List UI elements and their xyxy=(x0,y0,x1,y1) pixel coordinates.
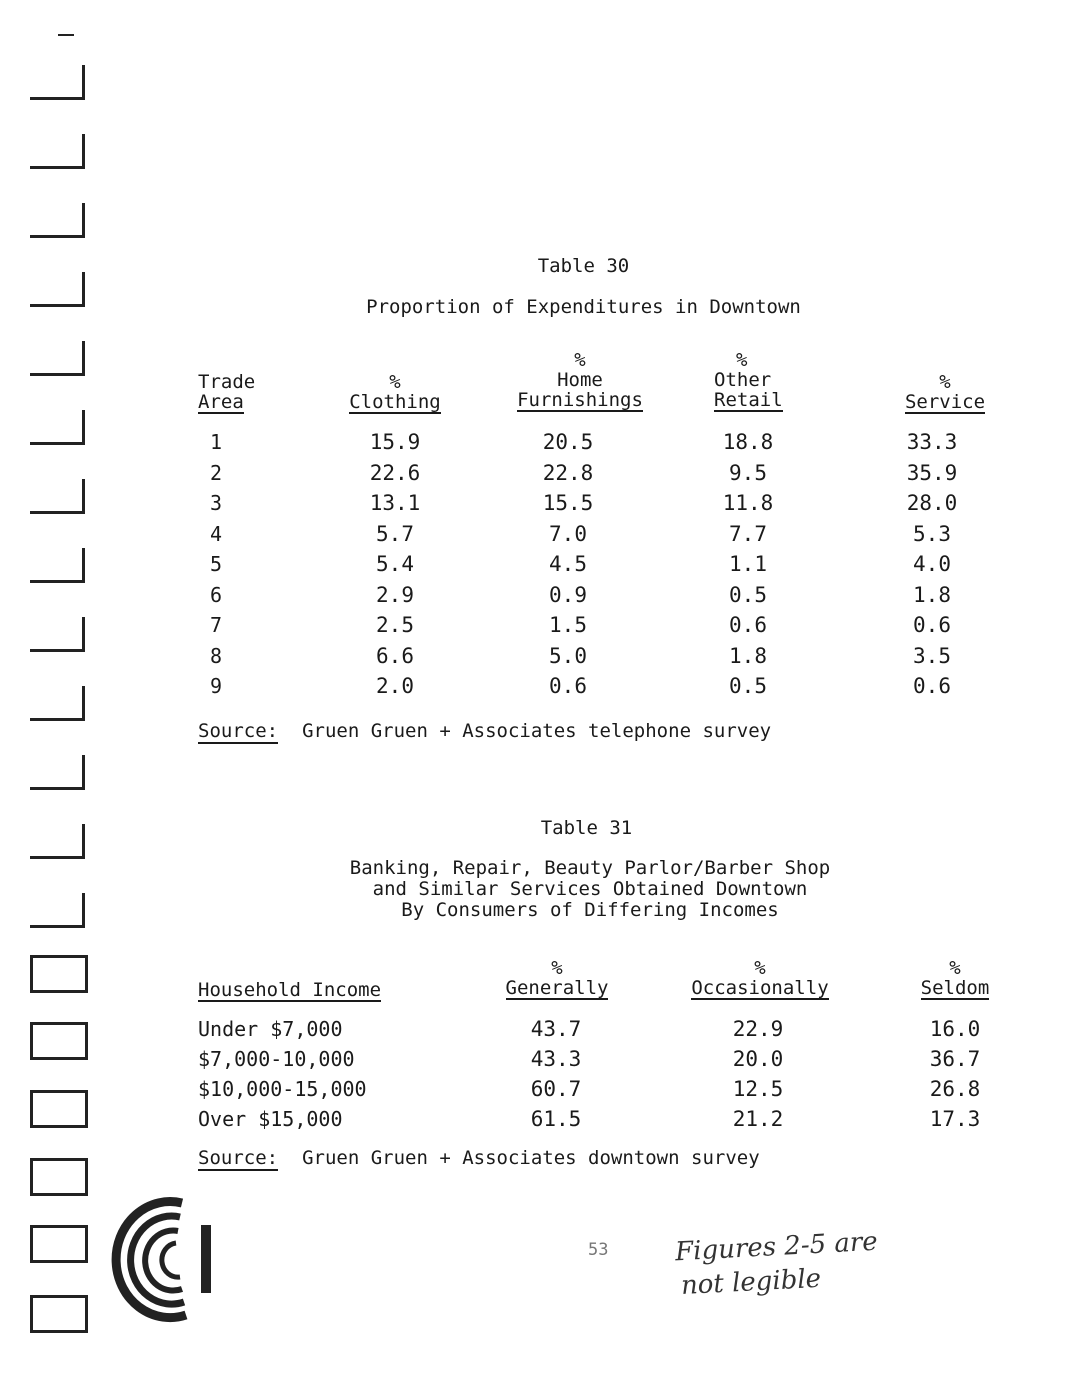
page-number: 53 xyxy=(588,1240,609,1260)
table30-title: Proportion of Expenditures in Downtown xyxy=(366,296,801,318)
other-retail-cell: 1.8 xyxy=(729,643,767,668)
trade-area-cell: 8 xyxy=(210,643,223,668)
seldom-cell: 17.3 xyxy=(929,1107,981,1131)
percent-sign: % xyxy=(574,349,586,371)
source-text: Gruen Gruen + Associates telephone survey xyxy=(302,720,772,742)
generally-cell: 43.7 xyxy=(530,1017,582,1041)
percent-sign: % xyxy=(736,349,748,371)
header-label: Service xyxy=(904,391,986,413)
table31-source xyxy=(198,1147,760,1169)
household-income-cell: Under $7,000 xyxy=(198,1017,343,1041)
household-income-cell: $10,000-15,000 xyxy=(198,1077,367,1101)
table30-header-home-furnishings xyxy=(500,350,660,412)
clothing-cell: 2.5 xyxy=(376,613,414,637)
percent-sign: % xyxy=(949,957,961,979)
service-cell: 28.0 xyxy=(906,491,958,515)
percent-sign: % xyxy=(754,957,766,979)
header-label: Clothing xyxy=(349,391,441,413)
note-line: Figures 2-5 are xyxy=(674,1226,879,1268)
service-cell: 0.6 xyxy=(913,674,951,698)
header-label: Furnishings xyxy=(517,389,643,411)
binder-ring xyxy=(30,755,85,790)
household-income-cell: $7,000-10,000 xyxy=(198,1047,355,1071)
service-cell: 33.3 xyxy=(906,430,958,454)
table31-header-household-income xyxy=(198,980,381,1002)
header-label: Household Income xyxy=(198,979,382,1001)
binder-tick xyxy=(58,34,74,36)
trade-area-cell: 5 xyxy=(210,552,223,576)
binder-ring xyxy=(30,134,85,169)
header-label: Retail xyxy=(714,389,783,411)
seldom-cell: 26.8 xyxy=(929,1077,981,1101)
table30-source xyxy=(198,720,771,742)
header-label: Seldom xyxy=(920,977,990,999)
service-cell: 5.3 xyxy=(913,521,951,546)
header-line: Other xyxy=(714,369,772,391)
other-retail-cell: 18.8 xyxy=(722,430,774,454)
other-retail-cell: 0.5 xyxy=(729,674,767,698)
header-label: Occasionally xyxy=(691,977,829,999)
table30-header-trade-area xyxy=(198,372,255,414)
service-cell: 1.8 xyxy=(913,582,951,607)
other-retail-cell: 0.5 xyxy=(729,582,767,607)
binder-ring xyxy=(30,1225,88,1263)
generally-cell: 60.7 xyxy=(530,1077,582,1101)
binder-ring xyxy=(30,1022,88,1060)
clothing-cell: 5.4 xyxy=(376,552,414,576)
other-retail-cell: 11.8 xyxy=(722,491,774,515)
binder-ring xyxy=(30,686,85,721)
clothing-cell: 2.0 xyxy=(376,674,414,698)
clothing-cell: 13.1 xyxy=(369,491,421,515)
trade-area-cell: 9 xyxy=(210,674,223,698)
service-cell: 3.5 xyxy=(913,643,951,668)
binder-ring xyxy=(30,893,85,928)
source-label: Source: xyxy=(198,1147,279,1169)
percent-sign: % xyxy=(551,957,563,979)
concentric-c-logo xyxy=(94,1185,219,1330)
binder-ring xyxy=(30,955,88,993)
clothing-cell: 5.7 xyxy=(376,521,414,546)
household-income-cell: Over $15,000 xyxy=(198,1107,343,1131)
other-retail-cell: 0.6 xyxy=(729,613,767,637)
title-line: and Similar Services Obtained Downtown xyxy=(372,878,808,900)
header-label: Generally xyxy=(505,977,609,999)
source-text: Gruen Gruen + Associates downtown survey xyxy=(302,1147,760,1169)
table31-header-occasionally xyxy=(670,958,850,1000)
handwritten-note xyxy=(674,1225,880,1304)
header-line: Trade xyxy=(198,371,256,393)
seldom-cell: 16.0 xyxy=(929,1017,981,1041)
occasionally-cell: 21.2 xyxy=(732,1107,784,1131)
table30-header-clothing xyxy=(335,372,455,414)
home-furnishings-cell: 22.8 xyxy=(542,460,594,485)
title-line: By Consumers of Differing Incomes xyxy=(401,899,779,921)
home-furnishings-cell: 4.5 xyxy=(549,552,587,576)
clothing-cell: 22.6 xyxy=(369,460,421,485)
service-cell: 35.9 xyxy=(906,460,958,485)
binder-ring xyxy=(30,410,85,445)
other-retail-cell: 9.5 xyxy=(729,460,767,485)
binder-ring xyxy=(30,1295,88,1333)
generally-cell: 61.5 xyxy=(530,1107,582,1131)
table31-header-generally xyxy=(492,958,622,1000)
header-label: Area xyxy=(198,391,244,413)
binder-ring xyxy=(30,479,85,514)
table30-header-other-retail xyxy=(700,350,800,412)
trade-area-cell: 3 xyxy=(210,491,223,515)
occasionally-cell: 20.0 xyxy=(732,1047,784,1071)
source-label: Source: xyxy=(198,720,279,742)
note-line: not legible xyxy=(680,1263,822,1302)
home-furnishings-cell: 5.0 xyxy=(549,643,587,668)
other-retail-cell: 7.7 xyxy=(729,521,767,546)
occasionally-cell: 22.9 xyxy=(732,1017,784,1041)
other-retail-cell: 1.1 xyxy=(729,552,767,576)
trade-area-cell: 7 xyxy=(210,613,223,637)
home-furnishings-cell: 1.5 xyxy=(549,613,587,637)
clothing-cell: 6.6 xyxy=(376,643,414,668)
binder-edge xyxy=(0,0,110,1380)
binder-ring xyxy=(30,617,85,652)
occasionally-cell: 12.5 xyxy=(732,1077,784,1101)
service-cell: 4.0 xyxy=(913,552,951,576)
service-cell: 0.6 xyxy=(913,613,951,637)
home-furnishings-cell: 0.6 xyxy=(549,674,587,698)
binder-ring xyxy=(30,1090,88,1128)
percent-sign: % xyxy=(389,371,401,393)
trade-area-cell: 4 xyxy=(210,521,223,546)
table31-caption: Table 31 xyxy=(540,817,633,839)
percent-sign: % xyxy=(939,371,951,393)
title-line: Banking, Repair, Beauty Parlor/Barber Shop xyxy=(349,857,831,879)
generally-cell: 43.3 xyxy=(530,1047,582,1071)
table31-title xyxy=(300,858,880,921)
table30-header-service xyxy=(885,372,1005,414)
home-furnishings-cell: 7.0 xyxy=(549,521,587,546)
trade-area-cell: 2 xyxy=(210,460,223,485)
binder-ring xyxy=(30,65,85,100)
clothing-cell: 15.9 xyxy=(369,430,421,454)
home-furnishings-cell: 0.9 xyxy=(549,582,587,607)
home-furnishings-cell: 20.5 xyxy=(542,430,594,454)
binder-ring xyxy=(30,1158,88,1196)
table31-header-seldom xyxy=(900,958,1010,1000)
binder-ring xyxy=(30,203,85,238)
table30-caption: Table 30 xyxy=(537,255,630,277)
trade-area-cell: 6 xyxy=(210,582,223,607)
trade-area-cell: 1 xyxy=(210,430,223,454)
home-furnishings-cell: 15.5 xyxy=(542,491,594,515)
header-line: Home xyxy=(557,369,603,391)
clothing-cell: 2.9 xyxy=(376,582,414,607)
binder-ring xyxy=(30,341,85,376)
binder-ring xyxy=(30,548,85,583)
seldom-cell: 36.7 xyxy=(929,1047,981,1071)
